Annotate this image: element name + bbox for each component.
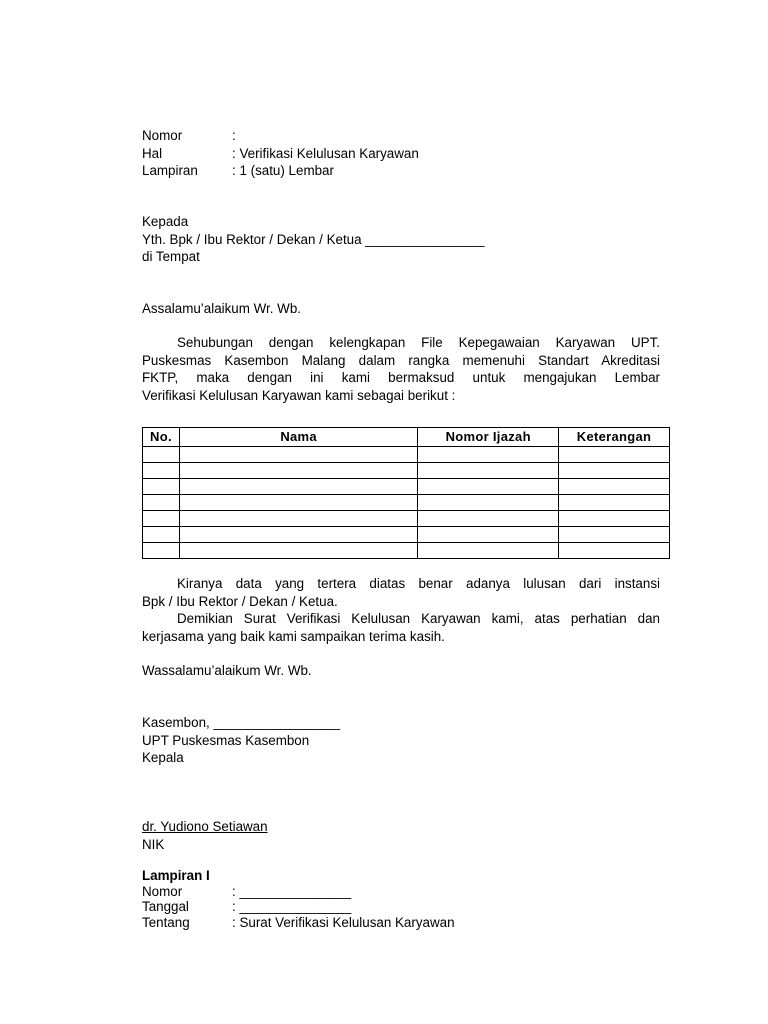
attachment-tentang-value: : Surat Verifikasi Kelulusan Karyawan bbox=[232, 914, 455, 930]
signatory-id-label: NIK bbox=[142, 836, 165, 852]
table-cell bbox=[418, 494, 559, 510]
table-cell bbox=[559, 462, 670, 478]
table-cell bbox=[143, 510, 180, 526]
table-cell bbox=[179, 526, 417, 542]
hal-value: : Verifikasi Kelulusan Karyawan bbox=[232, 145, 419, 161]
signatory bbox=[142, 818, 268, 853]
table-row bbox=[143, 542, 670, 558]
table-cell bbox=[559, 446, 670, 462]
table-cell bbox=[418, 510, 559, 526]
hal-row bbox=[142, 145, 419, 163]
column-header-keterangan: Keterangan bbox=[559, 428, 670, 447]
intro-line: FKTP, maka dengan ini kami bermaksud untuk mengajukan Lembar bbox=[142, 370, 660, 385]
table-row bbox=[143, 526, 670, 542]
recipient-line-2: Yth. Bpk / Ibu Rektor / Dekan / Ketua ________________ bbox=[142, 231, 485, 247]
table-cell bbox=[179, 462, 417, 478]
table-cell bbox=[418, 478, 559, 494]
table-row bbox=[143, 446, 670, 462]
column-header-nomor-ijazah: Nomor Ijazah bbox=[418, 428, 559, 447]
closing-line: Bpk / Ibu Rektor / Dekan / Ketua. bbox=[142, 593, 338, 609]
verification-table bbox=[142, 427, 670, 559]
table-cell bbox=[143, 462, 180, 478]
hal-label: Hal bbox=[142, 145, 163, 161]
table-cell bbox=[179, 542, 417, 558]
attachment-nomor-row bbox=[142, 884, 455, 900]
column-header-nama: Nama bbox=[179, 428, 417, 447]
signature-position: Kepala bbox=[142, 750, 184, 765]
farewell-text: Wassalamu’alaikum Wr. Wb. bbox=[142, 663, 312, 678]
attachment-tanggal-row bbox=[142, 899, 455, 915]
intro-paragraph bbox=[142, 334, 660, 404]
table-cell bbox=[179, 478, 417, 494]
lampiran-label: Lampiran bbox=[142, 163, 198, 178]
lampiran-row bbox=[142, 162, 419, 180]
lampiran-value: : 1 (satu) Lembar bbox=[232, 163, 334, 178]
place-date: Kasembon, _________________ bbox=[142, 715, 341, 730]
table-row bbox=[143, 510, 670, 526]
attachment-title: Lampiran I bbox=[142, 868, 210, 883]
greeting-text: Assalamu’alaikum Wr. Wb. bbox=[142, 301, 301, 316]
table-cell bbox=[559, 526, 670, 542]
attachment-tentang-label: Tentang bbox=[142, 914, 190, 930]
table-cell bbox=[143, 526, 180, 542]
table-cell bbox=[559, 510, 670, 526]
signature-block bbox=[142, 714, 340, 767]
table-cell bbox=[418, 526, 559, 542]
table-cell bbox=[559, 542, 670, 558]
closing-paragraph bbox=[142, 575, 660, 645]
attachment-nomor-value: : _______________ bbox=[232, 883, 352, 899]
table-cell bbox=[418, 462, 559, 478]
attachment-block bbox=[142, 868, 455, 930]
attachment-tanggal-label: Tanggal bbox=[142, 899, 189, 914]
table-cell bbox=[179, 494, 417, 510]
recipient-line-1: Kepada bbox=[142, 214, 189, 229]
intro-line: Verifikasi Kelulusan Karyawan kami sebagai berikut : bbox=[142, 387, 456, 403]
table-cell bbox=[559, 494, 670, 510]
intro-line: Puskesmas Kasembon Malang dalam rangka memenuhi Standart Akreditasi bbox=[142, 352, 660, 368]
farewell bbox=[142, 662, 312, 680]
recipient-block bbox=[142, 213, 484, 266]
closing-line: Kiranya data yang tertera diatas benar adanya lulusan dari instansi bbox=[177, 576, 660, 591]
attachment-nomor-label: Nomor bbox=[142, 883, 183, 899]
letter-header bbox=[142, 127, 419, 180]
nomor-row bbox=[142, 127, 419, 145]
attachment-tanggal-value: : _______________ bbox=[232, 899, 352, 914]
closing-line: Demikian Surat Verifikasi Kelulusan Karyawan kami, atas perhatian dan bbox=[177, 611, 660, 626]
table-cell bbox=[418, 542, 559, 558]
table-cell bbox=[143, 446, 180, 462]
closing-line: kerjasama yang baik kami sampaikan terima kasih. bbox=[142, 628, 445, 644]
table-row bbox=[143, 462, 670, 478]
nomor-label: Nomor bbox=[142, 128, 183, 143]
table-row bbox=[143, 478, 670, 494]
table-header-row bbox=[143, 428, 670, 447]
greeting bbox=[142, 300, 301, 318]
table-cell bbox=[143, 478, 180, 494]
table-cell bbox=[179, 510, 417, 526]
intro-line: Sehubungan dengan kelengkapan File Kepegawaian Karyawan UPT. bbox=[177, 335, 660, 350]
recipient-line-3: di Tempat bbox=[142, 249, 200, 264]
nomor-value: : bbox=[232, 128, 236, 143]
table-cell bbox=[143, 542, 180, 558]
table-row bbox=[143, 494, 670, 510]
table-cell bbox=[143, 494, 180, 510]
column-header-no: No. bbox=[143, 428, 180, 447]
signatory-name: dr. Yudiono Setiawan bbox=[142, 819, 268, 834]
table-cell bbox=[559, 478, 670, 494]
table-cell bbox=[418, 446, 559, 462]
table-cell bbox=[179, 446, 417, 462]
attachment-tentang-row bbox=[142, 915, 455, 931]
signature-org: UPT Puskesmas Kasembon bbox=[142, 732, 310, 748]
